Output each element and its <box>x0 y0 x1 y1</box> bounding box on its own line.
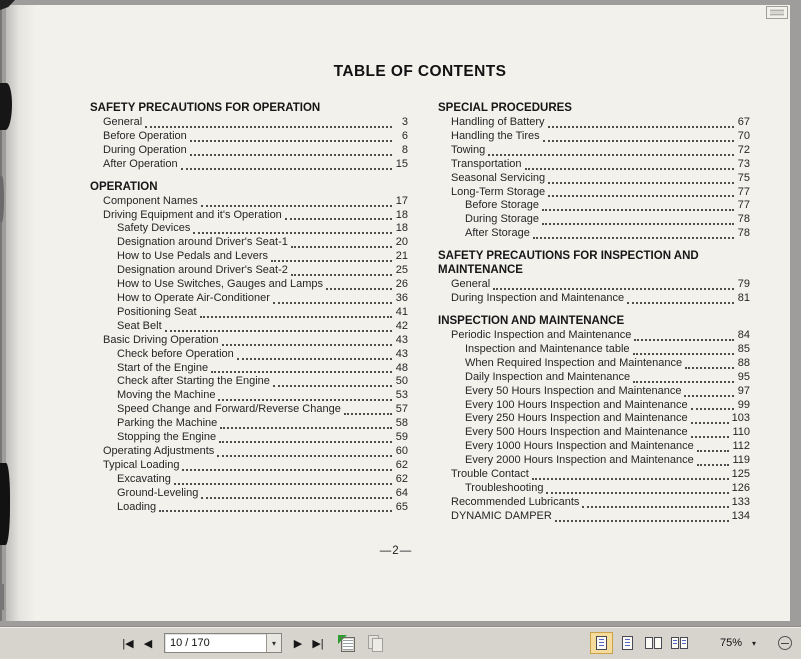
toc-entry-title: During Inspection and Maintenance <box>451 292 625 305</box>
toc-entry-page: 103 <box>731 412 750 425</box>
toc-entry <box>90 292 408 306</box>
toc-entry-page: 81 <box>737 292 750 305</box>
toc-entry-page: 62 <box>395 458 408 471</box>
toc-entry-page: 134 <box>731 509 750 522</box>
toc-entry <box>90 130 408 144</box>
toc-entry-page: 125 <box>731 468 750 481</box>
toc-entry-title: After Storage <box>465 227 530 240</box>
facing-view-button[interactable] <box>642 632 665 654</box>
toc-entry <box>90 320 408 334</box>
toc-entry-title: Check after Starting the Engine <box>117 375 270 388</box>
toc-entry-page: 8 <box>401 143 408 156</box>
page-glyph <box>671 637 679 649</box>
dot-leader <box>542 222 734 225</box>
dot-leader <box>291 273 392 276</box>
single-page-view-button[interactable] <box>590 632 613 654</box>
continuous-facing-view-button[interactable] <box>668 632 691 654</box>
snapshot-button[interactable] <box>338 635 356 652</box>
toc-entry <box>438 130 750 144</box>
toc-entry <box>438 468 750 482</box>
toc-entry-page: 48 <box>395 361 408 374</box>
toc-entry-page: 43 <box>395 347 408 360</box>
toc-entry-title: DYNAMIC DAMPER <box>451 509 552 522</box>
toc-entry-page: 41 <box>395 305 408 318</box>
view-mode-cluster <box>590 632 801 654</box>
toc-section-heading: INSPECTION AND MAINTENANCE <box>438 314 625 327</box>
dot-leader <box>493 287 734 290</box>
toc-entry-page: 60 <box>395 444 408 457</box>
dot-leader <box>344 412 392 415</box>
toc-entry-page: 77 <box>737 185 750 198</box>
toc-entry-title: During Operation <box>103 143 187 156</box>
toc-entry <box>438 357 750 371</box>
dot-leader <box>222 343 392 346</box>
toc-entry <box>90 116 408 130</box>
toc-entry <box>90 209 408 223</box>
toc-entry <box>90 501 408 515</box>
toc-entry-page: 50 <box>395 375 408 388</box>
dot-leader <box>555 519 729 522</box>
toc-entry <box>90 334 408 348</box>
toc-entry <box>438 343 750 357</box>
toc-entry-title: Before Operation <box>103 129 187 142</box>
toc-entry-page: 78 <box>737 213 750 226</box>
toc-entry-title: Moving the Machine <box>117 389 216 402</box>
toc-entry <box>90 195 408 209</box>
dot-leader <box>548 194 734 197</box>
dot-leader <box>697 463 730 466</box>
column-gap <box>408 101 438 524</box>
toc-entry-title: Speed Change and Forward/Reverse Change <box>117 403 341 416</box>
toc-entry-page: 112 <box>732 440 750 453</box>
facing-pages-icon <box>645 637 662 649</box>
toc-entry <box>438 371 750 385</box>
dot-leader <box>237 357 392 360</box>
toc-columns <box>90 101 750 524</box>
dot-leader <box>546 491 728 494</box>
toc-entry-page: 15 <box>395 157 408 170</box>
toc-entry <box>438 385 750 399</box>
toc-entry <box>90 459 408 473</box>
toolbar <box>0 626 801 659</box>
toc-entry-page: 97 <box>737 384 750 397</box>
toc-entry-page: 126 <box>731 481 750 494</box>
toc-entry <box>438 426 750 440</box>
toc-entry <box>90 264 408 278</box>
dot-leader <box>525 167 734 170</box>
toc-entry-page: 99 <box>737 398 750 411</box>
toc-section-heading: SAFETY PRECAUTIONS FOR INSPECTION AND MAINTENANCE <box>438 250 699 277</box>
toc-entry <box>438 399 750 413</box>
toc-entry <box>90 417 408 431</box>
dot-leader <box>211 370 392 373</box>
toc-section-heading: SPECIAL PROCEDURES <box>438 102 572 114</box>
dot-leader <box>217 454 392 457</box>
collapse-toolbar-button[interactable] <box>778 636 792 650</box>
dot-leader <box>543 139 734 142</box>
page-glyph <box>680 637 688 649</box>
dot-leader <box>548 181 734 184</box>
toc-entry-page: 57 <box>395 403 408 416</box>
toc-section <box>438 249 750 306</box>
toc-entry-page: 53 <box>395 389 408 402</box>
page-glyph <box>654 637 662 649</box>
toc-entry-title: Long-Term Storage <box>451 185 546 198</box>
toc-entry-title: When Required Inspection and Maintenance <box>465 356 683 369</box>
toc-entry <box>438 213 750 227</box>
dot-leader <box>684 394 734 397</box>
dot-leader <box>685 366 734 369</box>
toc-entry-page: 43 <box>395 333 408 346</box>
dot-leader <box>190 153 392 156</box>
toc-entry-title: Excavating <box>117 472 171 485</box>
toc-entry-title: After Operation <box>103 157 178 170</box>
dot-leader <box>627 301 734 304</box>
toc-entry <box>438 158 750 172</box>
toc-entry-title: Designation around Driver's Seat-2 <box>117 264 288 277</box>
toc-entry <box>438 496 750 510</box>
toc-column <box>438 101 750 524</box>
toc-entry-title: Every 250 Hours Inspection and Maintenance <box>465 412 688 425</box>
last-page-button[interactable]: ▶| <box>312 637 324 650</box>
toc-entry-page: 133 <box>731 495 750 508</box>
dot-leader <box>145 125 392 128</box>
dot-leader <box>634 338 734 341</box>
dot-leader <box>691 421 729 424</box>
page-number-input[interactable] <box>165 634 266 652</box>
toc-entry-page: 78 <box>737 227 750 240</box>
toc-entry-title: General <box>103 116 143 128</box>
toc-entry-title: Stopping the Engine <box>117 431 217 444</box>
toc-entry-title: How to Use Pedals and Levers <box>117 250 269 263</box>
toc-entry-title: Towing <box>451 143 486 156</box>
toc-entry <box>438 278 750 292</box>
toc-column <box>90 101 408 524</box>
toc-entry <box>90 158 408 172</box>
zoom-control[interactable] <box>720 637 756 649</box>
toc-entry-page: 58 <box>395 417 408 430</box>
toc-entry-page: 72 <box>737 143 750 156</box>
page-dropdown-arrow-icon[interactable]: ▾ <box>266 634 281 652</box>
dot-leader <box>182 468 392 471</box>
toc-entry-page: 70 <box>737 129 750 142</box>
toc-entry-title: Driving Equipment and it's Operation <box>103 208 282 221</box>
copy-icon <box>372 638 383 652</box>
dot-leader <box>548 125 734 128</box>
toc-entry-page: 59 <box>395 431 408 444</box>
copy-button[interactable] <box>366 635 384 652</box>
dot-leader <box>633 380 734 383</box>
toc-entry-page: 18 <box>395 222 408 235</box>
toc-entry <box>438 227 750 241</box>
dot-leader <box>488 153 734 156</box>
toc-entry-title: Operating Adjustments <box>103 444 215 457</box>
toc-entry <box>90 487 408 501</box>
toc-entry-title: Every 1000 Hours Inspection and Maintenance <box>465 440 694 453</box>
toc-entry <box>438 454 750 468</box>
toc-entry-page: 25 <box>395 264 408 277</box>
toc-entry <box>438 329 750 343</box>
document-page <box>6 5 790 621</box>
toc-entry-page: 84 <box>737 328 750 341</box>
toc-entry-title: Recommended Lubricants <box>451 495 580 508</box>
toc-entry-title: Component Names <box>103 194 198 207</box>
scan-edge-line <box>0 5 2 621</box>
first-page-button[interactable]: |◀ <box>122 637 134 650</box>
toc-entry-title: Basic Driving Operation <box>103 333 219 346</box>
toc-entry-title: Handling the Tires <box>451 129 540 142</box>
toc-entry-title: Safety Devices <box>117 222 191 235</box>
zoom-level-label: 75% <box>719 637 742 649</box>
toc-entry-title: Loading <box>117 500 157 513</box>
toc-entry-page: 85 <box>737 342 750 355</box>
toc-entry-title: Start of the Engine <box>117 361 209 374</box>
continuous-facing-icon <box>671 637 688 649</box>
toc-entry <box>438 199 750 213</box>
toc-entry-title: Troubleshooting <box>465 481 544 494</box>
toc-entry <box>90 473 408 487</box>
toc-entry-title: Trouble Contact <box>451 468 529 481</box>
toc-entry-title: Handling of Battery <box>451 116 545 128</box>
toc-entry-page: 75 <box>737 171 750 184</box>
dot-leader <box>220 426 392 429</box>
toc-entry-title: Transportation <box>451 157 522 170</box>
toc-entry-title: Every 500 Hours Inspection and Maintenance <box>465 426 688 439</box>
toc-entry-title: Ground-Leveling <box>117 486 199 499</box>
continuous-view-button[interactable] <box>616 632 639 654</box>
toc-entry <box>90 431 408 445</box>
dot-leader <box>271 259 392 262</box>
dot-leader <box>273 384 392 387</box>
toc-entry-page: 17 <box>395 194 408 207</box>
toc-entry-title: Positioning Seat <box>117 305 197 318</box>
toc-entry <box>438 482 750 496</box>
toc-entry-title: Parking the Machine <box>117 417 218 430</box>
toc-entry <box>438 292 750 306</box>
toc-entry-page: 77 <box>737 199 750 212</box>
dot-leader <box>201 204 392 207</box>
toc-entry-page: 88 <box>737 356 750 369</box>
toc-entry-title: Every 50 Hours Inspection and Maintenance <box>465 384 682 397</box>
dot-leader <box>159 509 392 512</box>
toc-entry <box>90 348 408 362</box>
toc-entry <box>90 144 408 158</box>
dot-leader <box>691 435 730 438</box>
toc-entry-title: Before Storage <box>465 199 539 212</box>
toc-entry-title: Designation around Driver's Seat-1 <box>117 236 288 249</box>
zoom-dropdown-arrow-icon: ▾ <box>751 638 756 648</box>
toc-entry-title: Seasonal Servicing <box>451 171 546 184</box>
toc-entry <box>438 412 750 426</box>
toc-entry-title: Periodic Inspection and Maintenance <box>451 328 632 341</box>
page-number-label: —2— <box>379 545 413 557</box>
toc-entry-page: 42 <box>395 319 408 332</box>
toc-entry <box>438 144 750 158</box>
toc-entry-title: Every 2000 Hours Inspection and Maintenance <box>465 454 694 467</box>
toc-entry-page: 65 <box>395 500 408 513</box>
toc-entry <box>90 389 408 403</box>
dot-leader <box>533 236 734 239</box>
dot-leader <box>691 407 734 410</box>
toc-entry <box>438 440 750 454</box>
toc-entry-title: During Storage <box>465 213 539 226</box>
toc-section <box>90 180 408 515</box>
dot-leader <box>190 139 392 142</box>
toc-entry-page: 6 <box>401 129 408 142</box>
dot-leader <box>532 477 729 480</box>
toc-section <box>90 101 408 172</box>
toc-entry-page: 18 <box>395 208 408 221</box>
toc-entry <box>90 306 408 320</box>
toc-entry-page: 26 <box>395 278 408 291</box>
toc-entry <box>90 222 408 236</box>
dot-leader <box>285 217 392 220</box>
single-page-icon <box>596 636 607 650</box>
toc-entry-page: 79 <box>737 278 750 291</box>
dot-leader <box>165 329 392 332</box>
toc-entry-title: General <box>451 278 491 291</box>
toc-entry <box>90 250 408 264</box>
dot-leader <box>218 398 392 401</box>
toc-entry <box>90 403 408 417</box>
toc-entry-title: Check before Operation <box>117 347 234 360</box>
toc-section <box>438 314 750 524</box>
dot-leader <box>181 167 392 170</box>
dot-leader <box>200 315 393 318</box>
page-glyph <box>645 637 653 649</box>
toc-entry-page: 95 <box>737 370 750 383</box>
toc-entry-title: Seat Belt <box>117 319 162 332</box>
dot-leader <box>273 301 392 304</box>
dot-leader <box>201 496 392 499</box>
snapshot-page-icon <box>341 637 355 652</box>
toc-entry-page: 62 <box>395 472 408 485</box>
toc-entry-title: Every 100 Hours Inspection and Maintenance <box>465 398 688 411</box>
toc-entry-page: 36 <box>395 291 408 304</box>
toc-entry-title: How to Use Switches, Gauges and Lamps <box>117 278 324 291</box>
page-nav-cluster <box>118 633 384 653</box>
toc-entry-title: Daily Inspection and Maintenance <box>465 370 631 383</box>
toc-entry-title: Inspection and Maintenance table <box>465 342 630 355</box>
scan-artifact <box>0 584 4 610</box>
toc-entry-title: How to Operate Air-Conditioner <box>117 291 270 304</box>
toc-entry <box>438 186 750 200</box>
toc-entry-page: 3 <box>401 116 408 128</box>
toc-entry-page: 110 <box>732 426 750 439</box>
sticky-note-icon[interactable] <box>766 6 788 19</box>
page-title: TABLE OF CONTENTS <box>333 63 507 80</box>
dot-leader <box>326 287 392 290</box>
toc-entry-page: 20 <box>395 236 408 249</box>
toc-section-heading: SAFETY PRECAUTIONS FOR OPERATION <box>90 102 321 114</box>
toc-entry <box>90 236 408 250</box>
dot-leader <box>582 505 728 508</box>
toc-entry <box>90 375 408 389</box>
dot-leader <box>193 231 392 234</box>
toc-entry <box>90 445 408 459</box>
dot-leader <box>174 482 392 485</box>
toc-entry <box>438 510 750 524</box>
dot-leader <box>697 449 730 452</box>
toc-entry-page: 64 <box>395 486 408 499</box>
toc-entry <box>90 362 408 376</box>
prev-page-button[interactable]: ◀ <box>143 637 153 650</box>
toc-entry <box>438 172 750 186</box>
toc-entry <box>438 116 750 130</box>
toc-entry-title: Typical Loading <box>103 458 180 471</box>
toc-entry <box>90 278 408 292</box>
dot-leader <box>291 245 392 248</box>
scan-artifact <box>0 176 4 222</box>
toc-entry-page: 119 <box>732 454 750 467</box>
page-number-box <box>164 633 282 653</box>
toc-entry-page: 67 <box>737 116 750 128</box>
page-content <box>90 5 750 524</box>
toc-entry-page: 21 <box>395 250 408 263</box>
next-page-button[interactable]: ▶ <box>293 637 303 650</box>
toc-entry-page: 73 <box>737 157 750 170</box>
continuous-page-icon <box>622 636 633 650</box>
toc-section <box>438 101 750 241</box>
dot-leader <box>633 352 734 355</box>
dot-leader <box>542 208 734 211</box>
toc-section-heading: OPERATION <box>90 180 158 193</box>
dot-leader <box>219 440 392 443</box>
